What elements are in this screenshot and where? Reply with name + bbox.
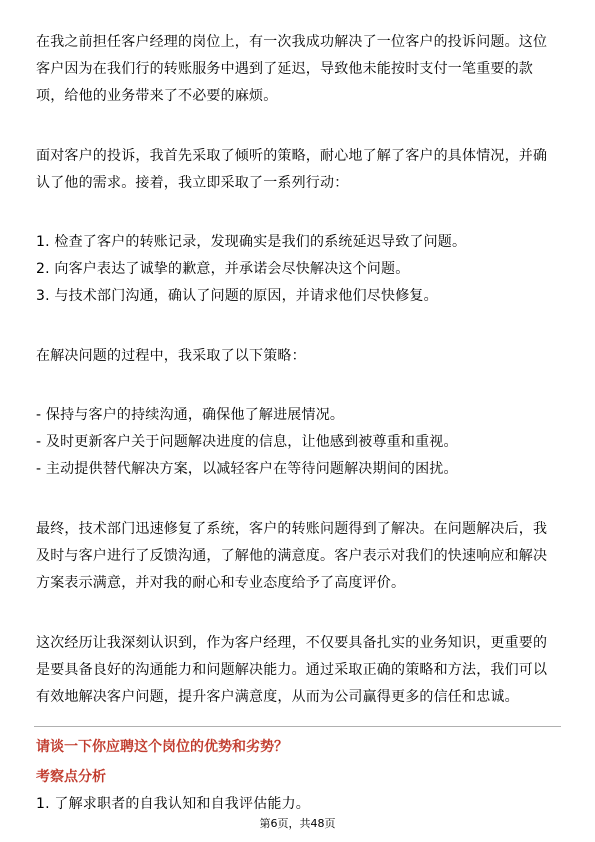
analysis-point: 1. 了解求职者的自我认知和自我评估能力。 (36, 796, 311, 812)
paragraph-4-line-1: 最终，技术部门迅速修复了系统，客户的转账问题得到了解决。在问题解决后，我 (36, 521, 548, 537)
paragraph-3-line-1: 在解决问题的过程中，我采取了以下策略： (36, 348, 306, 364)
strategy-item: - 及时更新客户关于问题解决进度的信息，让他感到被尊重和重视。 (36, 434, 458, 450)
paragraph-5-line-2: 是要具备良好的沟通能力和问题解决能力。通过采取正确的策略和方法，我们可以 (36, 662, 548, 678)
paragraph-4-line-2: 及时与客户进行了反馈沟通，了解他的满意度。客户表示对我们的快速响应和解决 (36, 548, 548, 564)
action-item: 3. 与技术部门沟通，确认了问题的原因，并请求他们尽快修复。 (36, 288, 438, 304)
paragraph-5-line-3: 有效地解决客户问题，提升客户满意度，从而为公司赢得更多的信任和忠诚。 (36, 689, 519, 705)
paragraph-4-line-3: 方案表示满意，并对我的耐心和专业态度给予了高度评价。 (36, 575, 406, 591)
paragraph-1-line-3: 项，给他的业务带来了不必要的麻烦。 (36, 88, 278, 104)
action-item: 1. 检查了客户的转账记录，发现确实是我们的系统延迟导致了问题。 (36, 234, 467, 250)
action-item: 2. 向客户表达了诚挚的歉意，并承诺会尽快解决这个问题。 (36, 261, 410, 277)
paragraph-2-line-1: 面对客户的投诉，我首先采取了倾听的策略，耐心地了解了客户的具体情况，并确 (36, 148, 548, 164)
analysis-heading: 考察点分析 (36, 769, 106, 785)
paragraph-1-line-1: 在我之前担任客户经理的岗位上，有一次我成功解决了一位客户的投诉问题。这位 (36, 34, 548, 50)
page-number-footer: 第6页，共48页 (259, 817, 336, 830)
paragraph-5-line-1: 这次经历让我深刻认识到，作为客户经理，不仅要具备扎实的业务知识，更重要的 (36, 635, 548, 651)
strategy-item: - 主动提供替代解决方案，以减轻客户在等待问题解决期间的困扰。 (36, 461, 458, 477)
paragraph-2-line-2: 认了他的需求。接着，我立即采取了一系列行动： (36, 175, 349, 191)
section-divider (34, 726, 561, 727)
paragraph-1-line-2: 客户因为在我们行的转账服务中遇到了延迟，导致他未能按时支付一笔重要的款 (36, 61, 533, 77)
strategy-item: - 保持与客户的持续沟通，确保他了解进展情况。 (36, 407, 345, 423)
question-title: 请谈一下你应聘这个岗位的优势和劣势？ (36, 739, 288, 755)
